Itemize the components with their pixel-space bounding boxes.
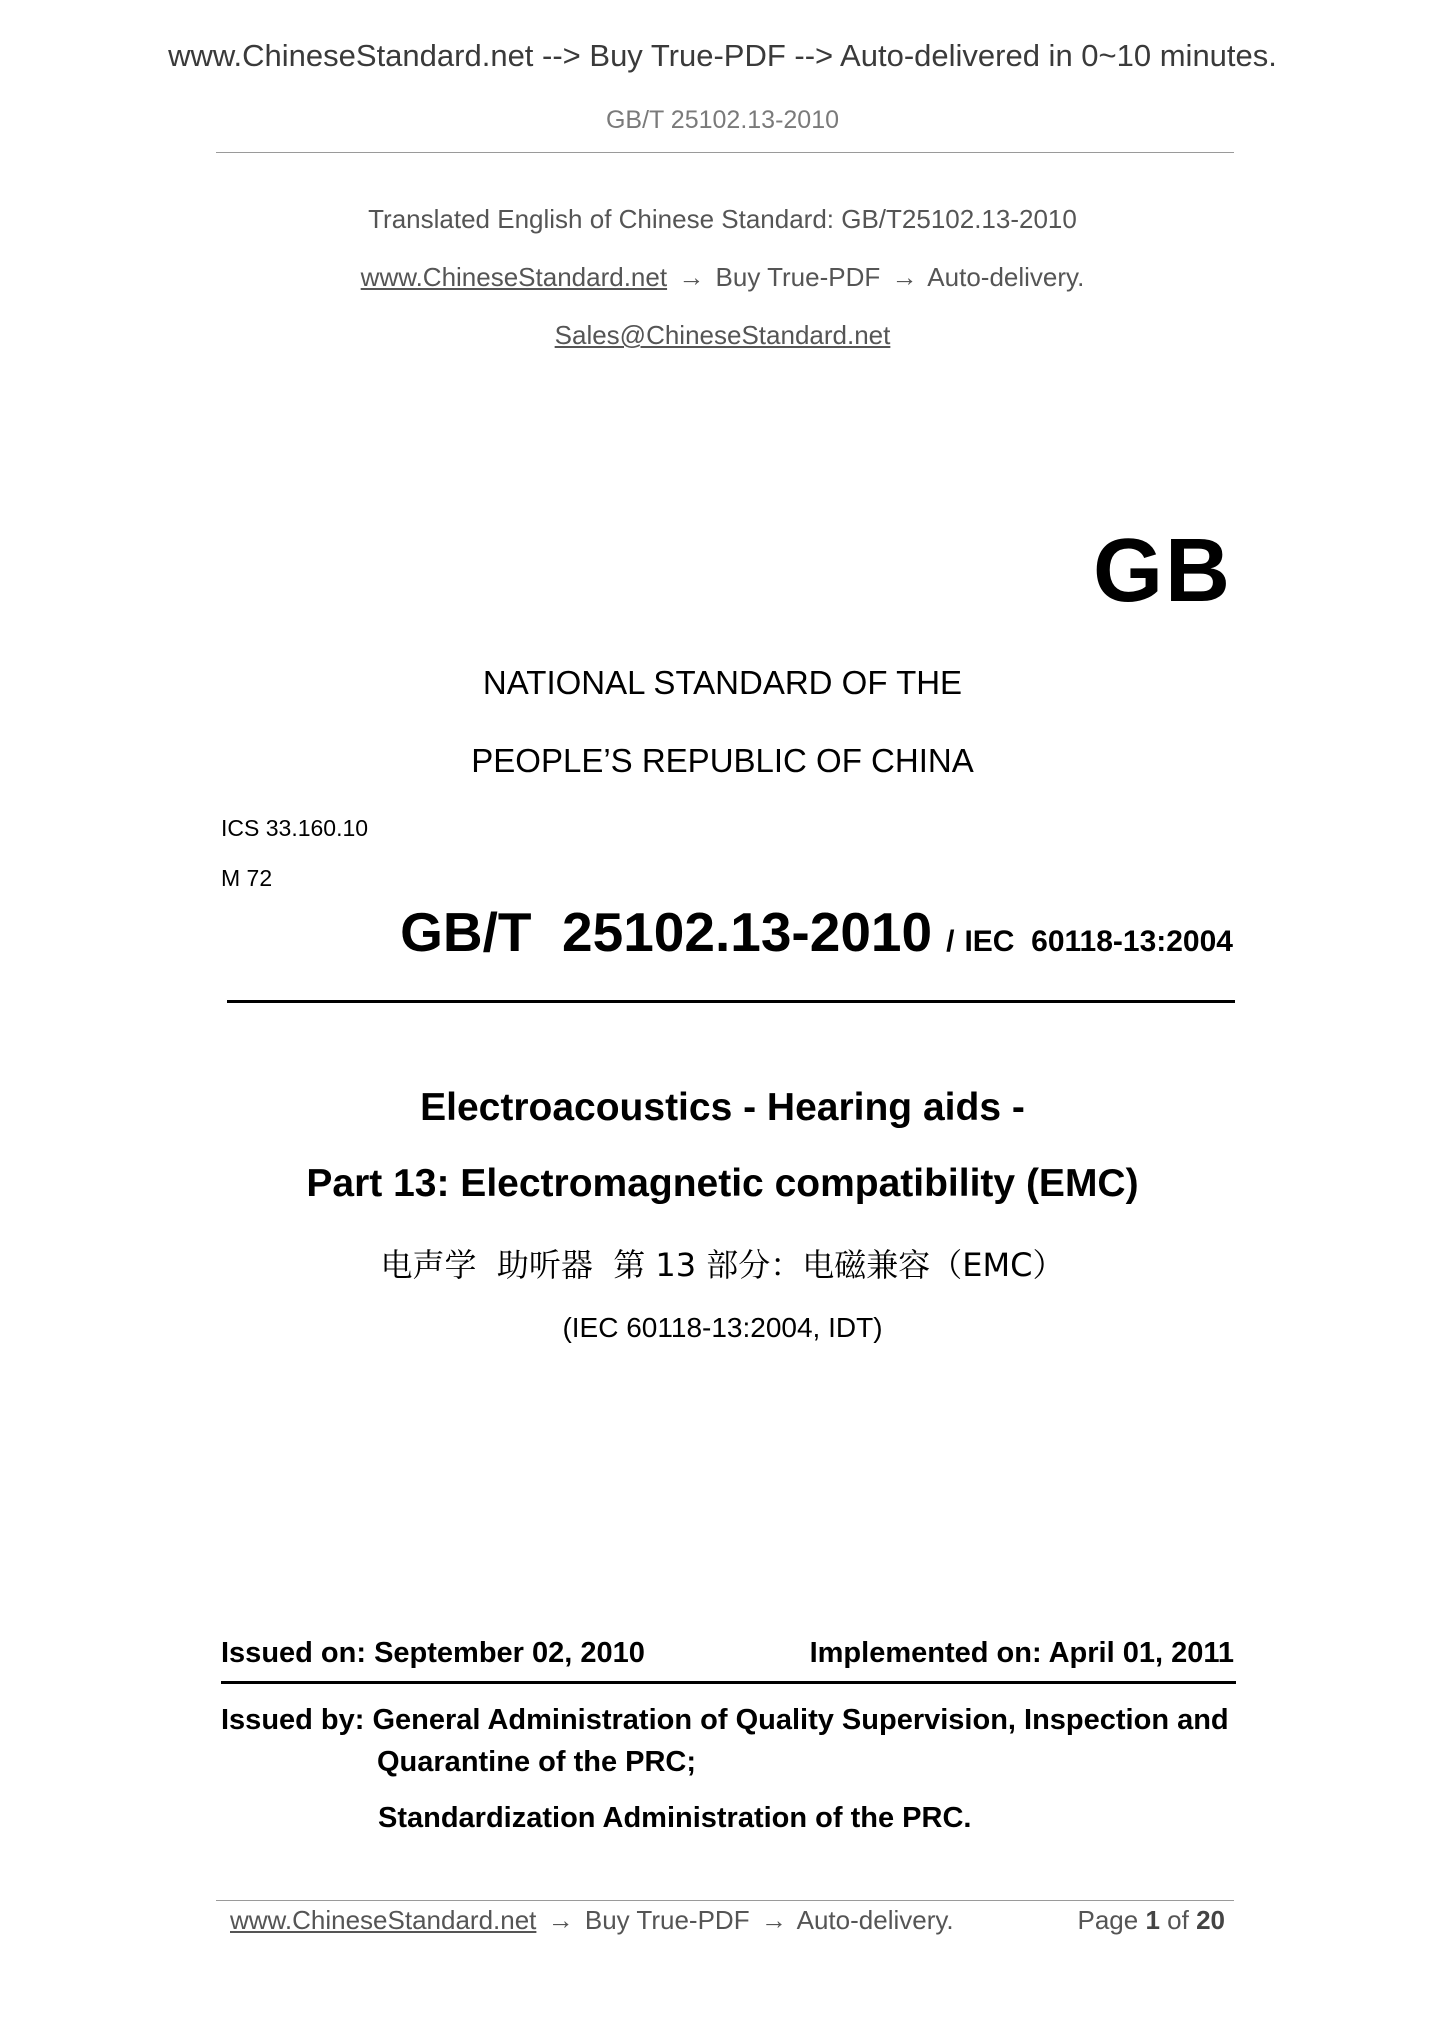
sales-email-link[interactable]: Sales@ChineseStandard.net [554, 320, 891, 350]
header-standard-code: GB/T 25102.13-2010 [605, 106, 840, 134]
footer-delivery-text: Auto-delivery. [796, 1905, 954, 1935]
delivery-text: Auto-delivery. [927, 262, 1085, 292]
page-indicator [1077, 1905, 1225, 1936]
arrow-icon: → [678, 262, 705, 292]
gbt-number: GB/T 25102.13-2010 [400, 901, 933, 963]
issued-by-line1: Issued by: General Administration of Quality Supervision, Inspection and [221, 1704, 1229, 1736]
iec-number: IEC 60118-13:2004 [964, 925, 1233, 958]
footer-buy-text: Buy True-PDF [584, 1905, 750, 1935]
title-chinese: 电声学 助听器 第 13 部分：电磁兼容（EMC） [380, 1246, 1065, 1284]
standard-number [400, 900, 1233, 964]
translated-notice: Translated English of Chinese Standard: GB/T25102.13-2010 [368, 204, 1077, 234]
title-divider [227, 1000, 1235, 1003]
page-current: 1 [1145, 1905, 1160, 1935]
issued-by-line2: Quarantine of the PRC; [377, 1746, 697, 1778]
footer-site-link[interactable]: www.ChineseStandard.net [230, 1905, 537, 1935]
idt-note: (IEC 60118-13:2004, IDT) [562, 1312, 883, 1343]
issue-divider [221, 1681, 1236, 1684]
footer-links [230, 1905, 954, 1936]
sales-line [0, 320, 1445, 351]
site-link[interactable]: www.ChineseStandard.net [360, 262, 668, 292]
gb-mark: GB [1093, 521, 1232, 621]
m-code: M 72 [221, 865, 273, 891]
page-label: Page [1077, 1905, 1139, 1935]
header-banner: www.ChineseStandard.net --> Buy True-PDF --> Auto-delivered in 0~10 minutes. [168, 38, 1277, 73]
purchase-line [0, 262, 1445, 293]
ics-code: ICS 33.160.10 [221, 815, 369, 841]
issued-on: Issued on: September 02, 2010 [221, 1637, 645, 1669]
title-line1: Electroacoustics - Hearing aids - [420, 1086, 1025, 1129]
issued-by-line3: Standardization Administration of the PRC. [378, 1802, 972, 1834]
arrow-icon: → [760, 1905, 787, 1935]
page-total: 20 [1196, 1905, 1225, 1935]
title-line2: Part 13: Electromagnetic compatibility (EMC) [306, 1162, 1139, 1205]
arrow-icon: → [891, 262, 918, 292]
national-standard-line2: PEOPLE’S REPUBLIC OF CHINA [471, 742, 974, 779]
implemented-on: Implemented on: April 01, 2011 [809, 1637, 1234, 1669]
of-label: of [1167, 1905, 1189, 1935]
header-divider [216, 152, 1234, 153]
national-standard-line1: NATIONAL STANDARD OF THE [482, 664, 963, 701]
arrow-icon: → [547, 1905, 574, 1935]
footer-divider [216, 1900, 1234, 1901]
number-separator: / [946, 925, 955, 958]
buy-text: Buy True-PDF [715, 262, 881, 292]
